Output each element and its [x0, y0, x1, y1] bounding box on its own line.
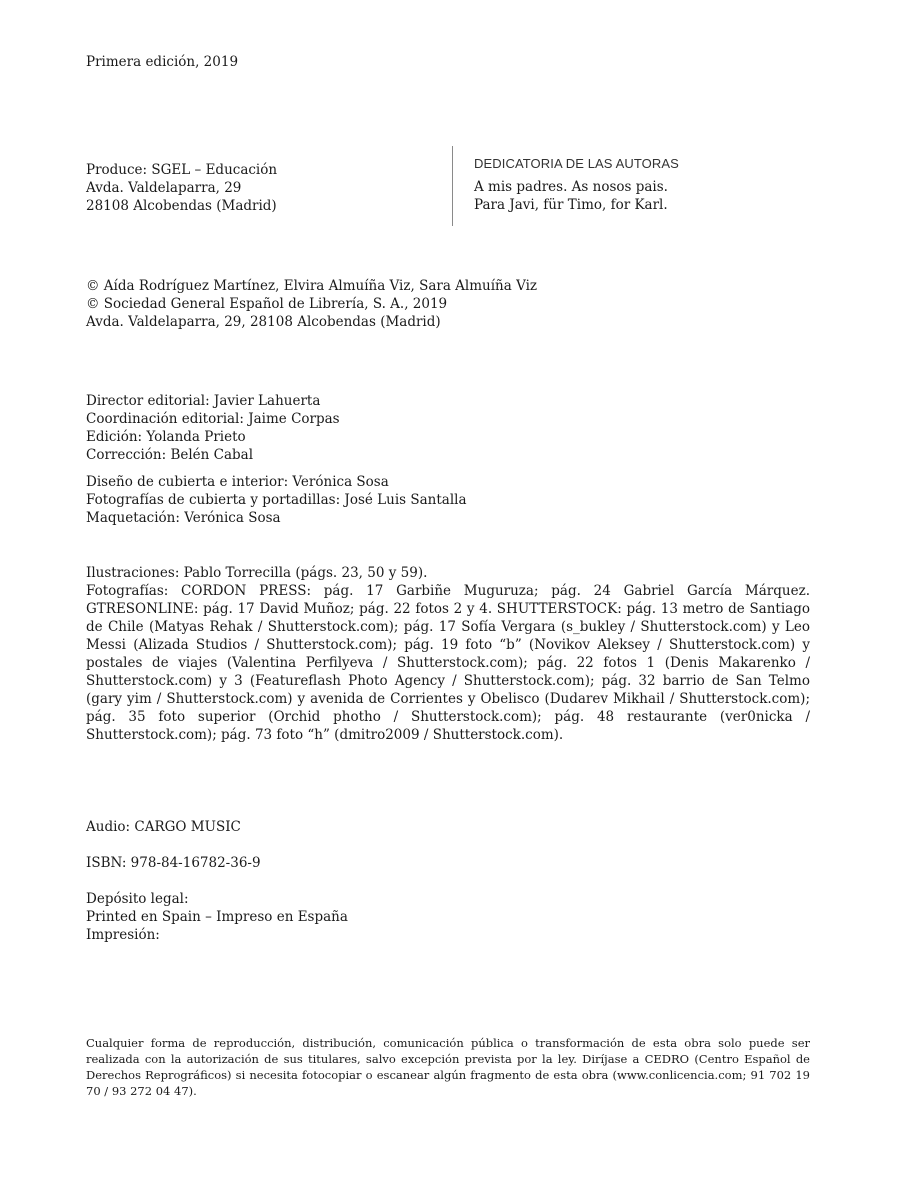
legal-deposit: Depósito legal: [86, 891, 189, 907]
dedication-line: A mis padres. As nosos pais. [474, 179, 668, 195]
legal-block [86, 890, 348, 944]
printed-in: Printed en Spain – Impreso en España [86, 909, 348, 925]
producer-address-line: Avda. Valdelaparra, 29 [86, 180, 242, 196]
design-line: Diseño de cubierta e interior: Verónica Sosa [86, 474, 389, 490]
staff-line: Director editorial: Javier Lahuerta [86, 393, 321, 409]
isbn-text: ISBN: 978-84-16782-36-9 [86, 855, 261, 871]
copyright-authors: © Aída Rodríguez Martínez, Elvira Almuíña Viz, Sara Almuíña Viz [86, 278, 538, 294]
copyright-address: Avda. Valdelaparra, 29, 28108 Alcobendas (Madrid) [86, 314, 441, 330]
producer-line: Produce: SGEL – Educación [86, 162, 278, 178]
producer-city-line: 28108 Alcobendas (Madrid) [86, 198, 277, 214]
rights-notice-block [86, 1035, 810, 1099]
staff-line: Coordinación editorial: Jaime Corpas [86, 411, 340, 427]
photo-credits: Fotografías: CORDON PRESS: pág. 17 Garbiñe Muguruza; pág. 24 Gabriel García Márquez. GTRESONLINE: pág. 17 David Muñoz; pág. 22 fotos 2 y 4. SHUTTERSTOCK: pág. 13 metro de Santiago de Chile (Matyas Rehak / Shutterstock.com); pág. 17 Sofía Vergara (s_bukley / Shutterstock.com) y Leo Messi (Alizada Studios / Shutterstock.com); pág. 19 foto “b” (Novikov Aleksey / Shutterstock.com) y postales de viajes (Valentina Perfilyeva / Shutterstock.com); pág. 22 fotos 1 (Denis Makarenko / Shutterstock.com) y 3 (Featureflash Photo Agency / Shutterstock.com); pág. 32 barrio de San Telmo (gary yim / Shutterstock.com) y avenida de Corrientes y Obelisco (Dudarev Mikhail / Shutterstock.com); pág. 35 foto superior (Orchid photho / Shutterstock.com); pág. 48 restaurante (ver0nicka / Shutterstock.com); pág. 73 foto “h” (dmitro2009 / Shutterstock.com). [86, 583, 810, 743]
dedication-block [474, 155, 679, 214]
edition-block [86, 53, 238, 71]
dedication-line: Para Javi, für Timo, for Karl. [474, 197, 668, 213]
editorial-staff-block [86, 392, 340, 464]
staff-line: Edición: Yolanda Prieto [86, 429, 246, 445]
producer-block [86, 161, 277, 215]
edition-text: Primera edición, 2019 [86, 54, 239, 70]
audio-credit: Audio: CARGO MUSIC [86, 819, 241, 835]
copyright-publisher: © Sociedad General Español de Librería, S. A., 2019 [86, 296, 448, 312]
staff-line: Corrección: Belén Cabal [86, 447, 254, 463]
audio-block [86, 818, 241, 836]
dedication-divider [452, 146, 453, 226]
dedication-heading: DEDICATORIA DE LAS AUTORAS [474, 156, 679, 171]
rights-notice: Cualquier forma de reproducción, distribución, comunicación pública o transformación de esta obra solo puede ser realizada con la autorización de sus titulares, salvo excepción prevista por la ley. Diríjase a CEDRO (Centro Español de Derechos Reprográficos) si necesita fotocopiar o escanear algún fragmento de esta obra (www.conlicencia.com; 91 702 19 70 / 93 272 04 47). [86, 1036, 810, 1098]
design-block [86, 473, 467, 527]
design-line: Fotografías de cubierta y portadillas: José Luis Santalla [86, 492, 467, 508]
illustrations-credit: Ilustraciones: Pablo Torrecilla (págs. 23, 50 y 59). [86, 565, 428, 581]
image-credits-block [86, 564, 810, 744]
printing: Impresión: [86, 927, 160, 943]
design-line: Maquetación: Verónica Sosa [86, 510, 281, 526]
isbn-block [86, 854, 261, 872]
copyright-block [86, 277, 537, 331]
